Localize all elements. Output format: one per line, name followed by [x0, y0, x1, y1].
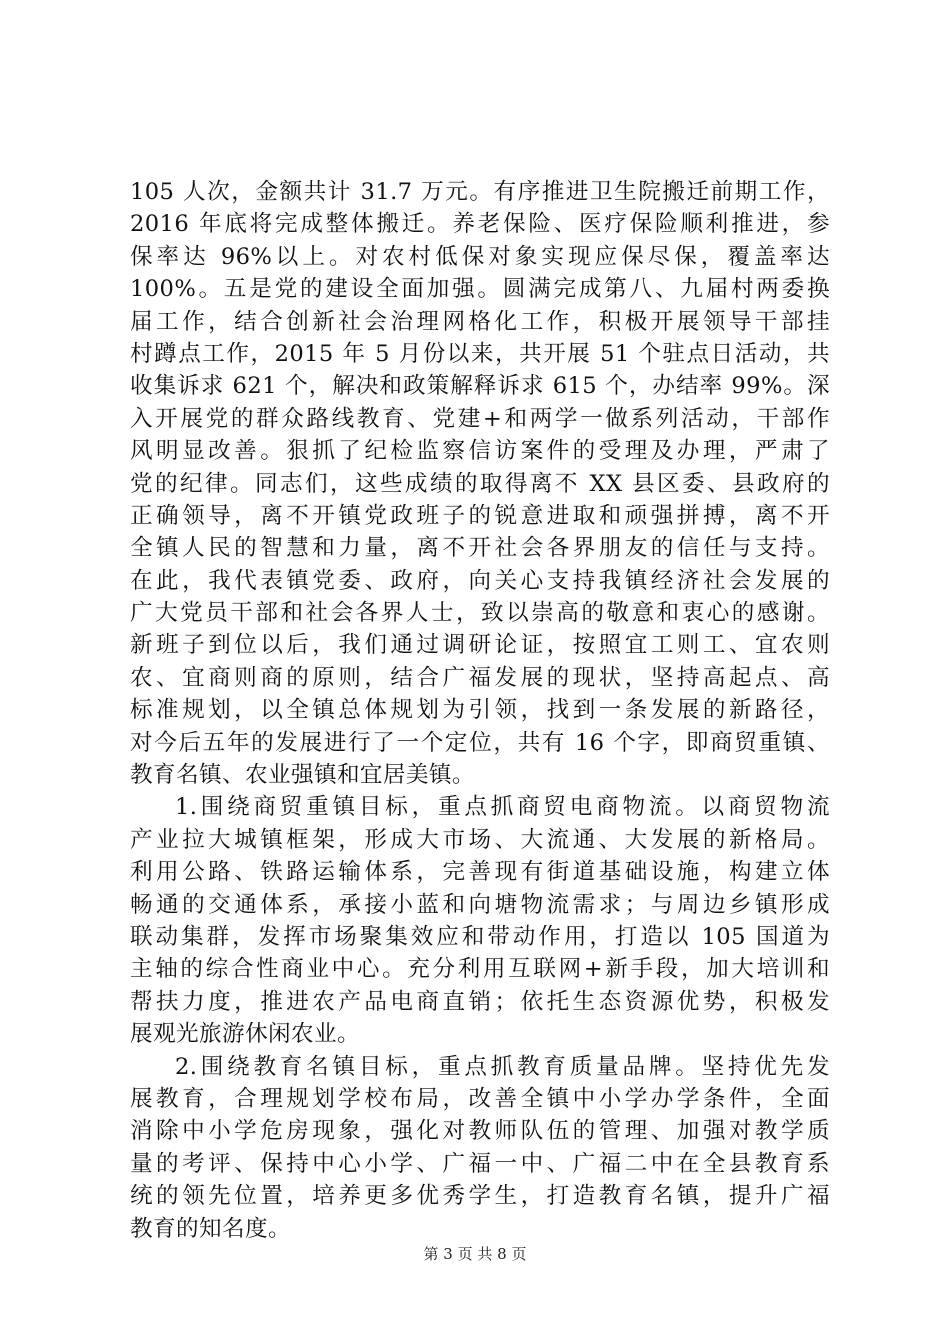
text-line: 主轴的综合性商业中心。充分利用互联网+新手段，加大培训和	[130, 956, 830, 983]
text-line: 105 人次，金额共计 31.7 万元。有序推进卫生院搬迁前期工作，	[130, 179, 830, 205]
document-body	[130, 176, 830, 1245]
text-line: 帮扶力度，推进农产品电商直销；依托生态资源优势，积极发	[130, 988, 830, 1015]
text-line: 量的考评、保持中心小学、广福一中、广福二中在全县教育系	[130, 1150, 830, 1177]
text-line: 全镇人民的智慧和力量，离不开社会各界朋友的信任与支持。	[130, 535, 830, 562]
text-line: 教育的知名度。	[130, 1215, 291, 1242]
text-line: 消除中小学危房现象，强化对教师队伍的管理、加强对教学质	[130, 1118, 830, 1145]
text-line: 保率达 96%以上。对农村低保对象实现应保尽保，覆盖率达	[130, 243, 830, 270]
section-1-heading-line: 1.围绕商贸重镇目标，重点抓商贸电商物流。以商贸物流	[175, 794, 830, 821]
text-line: 农、宜商则商的原则，结合广福发展的现状，坚持高起点、高	[130, 664, 830, 691]
text-line: 正确领导，离不开镇党政班子的锐意进取和顽强拼搏，离不开	[130, 502, 830, 529]
text-line: 产业拉大城镇框架，形成大市场、大流通、大发展的新格局。	[130, 826, 830, 853]
text-line: 展观光旅游休闲农业。	[130, 1021, 360, 1048]
text-line: 畅通的交通体系，承接小蓝和向塘物流需求；与周边乡镇形成	[130, 891, 830, 918]
text-line: 收集诉求 621 个，解决和政策解释诉求 615 个，办结率 99%。深	[130, 373, 830, 400]
text-line: 新班子到位以后，我们通过调研论证，按照宜工则工、宜农则	[130, 632, 830, 659]
text-line: 对今后五年的发展进行了一个定位，共有 16 个字，即商贸重镇、	[130, 729, 830, 756]
text-line: 教育名镇、农业强镇和宜居美镇。	[130, 762, 475, 789]
text-line: 100%。五是党的建设全面加强。圆满完成第八、九届村两委换	[130, 276, 830, 303]
text-line: 村蹲点工作，2015 年 5 月份以来，共开展 51 个驻点日活动，共	[130, 340, 830, 367]
page-number-footer: 第 3 页 共 8 页	[423, 1245, 527, 1263]
text-line: 联动集群，发挥市场聚集效应和带动作用，打造以 105 国道为	[130, 923, 830, 950]
text-line: 展教育，合理规划学校布局，改善全镇中小学办学条件，全面	[130, 1085, 830, 1112]
text-line: 在此，我代表镇党委、政府，向关心支持我镇经济社会发展的	[130, 567, 830, 594]
text-line: 届工作，结合创新社会治理网格化工作，积极开展领导干部挂	[130, 308, 830, 335]
text-line: 党的纪律。同志们，这些成绩的取得离不 XX 县区委、县政府的	[130, 470, 830, 497]
text-line: 利用公路、铁路运输体系，完善现有街道基础设施，构建立体	[130, 859, 830, 886]
text-line: 统的领先位置，培养更多优秀学生，打造教育名镇，提升广福	[130, 1183, 830, 1210]
text-line: 2016 年底将完成整体搬迁。养老保险、医疗保险顺利推进，参	[130, 211, 830, 238]
text-line: 广大党员干部和社会各界人士，致以崇高的敬意和衷心的感谢。	[130, 600, 830, 627]
section-2-heading-line: 2.围绕教育名镇目标，重点抓教育质量品牌。坚持优先发	[175, 1053, 830, 1080]
text-line: 风明显改善。狠抓了纪检监察信访案件的受理及办理，严肃了	[130, 438, 830, 465]
text-line: 入开展党的群众路线教育、党建+和两学一做系列活动，干部作	[130, 405, 830, 432]
text-line: 标准规划，以全镇总体规划为引领，找到一条发展的新路径，	[130, 697, 830, 724]
